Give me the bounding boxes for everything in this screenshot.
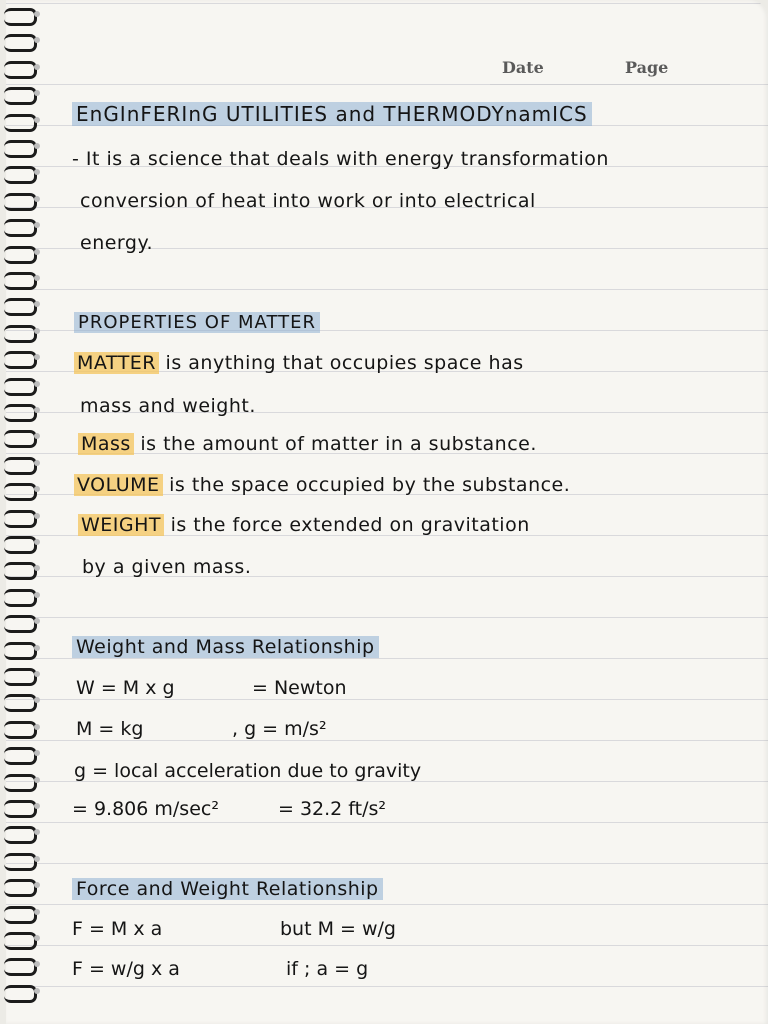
definition-text: is the amount of matter in a substance. xyxy=(140,433,537,455)
definition-text: by a given mass. xyxy=(82,556,252,578)
definition-text: is anything that occupies space has xyxy=(165,352,524,374)
equation-right: , g = m/s² xyxy=(232,718,327,740)
equation-left: M = kg xyxy=(76,718,144,740)
spiral-coil xyxy=(4,378,38,392)
definition-term: Mass xyxy=(78,433,134,455)
page-label: Page xyxy=(625,58,669,77)
spiral-coil xyxy=(4,536,38,550)
spiral-coil xyxy=(4,853,38,867)
spiral-coil xyxy=(4,430,38,444)
equation-right: but M = w/g xyxy=(280,918,396,940)
spiral-coil xyxy=(4,906,38,920)
spiral-coil xyxy=(4,193,38,207)
intro-line: - It is a science that deals with energy transformation xyxy=(72,148,609,170)
spiral-coil xyxy=(4,615,38,629)
spiral-coil xyxy=(4,87,38,101)
force-weight-heading xyxy=(72,878,383,900)
page-title xyxy=(72,102,592,126)
weight-mass-heading xyxy=(72,636,379,658)
spiral-coil xyxy=(4,668,38,682)
intro-line: energy. xyxy=(80,232,154,254)
equation-right: = 32.2 ft/s² xyxy=(278,798,387,820)
definition-line xyxy=(80,395,256,417)
spiral-coil xyxy=(4,958,38,972)
matter-heading-text: PROPERTIES OF MATTER xyxy=(74,312,320,333)
spiral-coil xyxy=(4,325,38,339)
spiral-coil xyxy=(4,562,38,576)
intro-line: conversion of heat into work or into electrical xyxy=(80,190,536,212)
matter-heading xyxy=(74,312,320,333)
spiral-coil xyxy=(4,694,38,708)
weight-mass-heading-text: Weight and Mass Relationship xyxy=(72,636,379,658)
definition-term: WEIGHT xyxy=(78,514,164,536)
spiral-coil xyxy=(4,510,38,524)
spiral-binding xyxy=(0,8,44,1018)
spiral-coil xyxy=(4,879,38,893)
spiral-coil xyxy=(4,61,38,75)
spiral-coil xyxy=(4,457,38,471)
spiral-coil xyxy=(4,800,38,814)
equation-right: if ; a = g xyxy=(286,958,369,980)
spiral-coil xyxy=(4,140,38,154)
spiral-coil xyxy=(4,826,38,840)
equation-left: F = w/g x a xyxy=(72,958,180,980)
spiral-coil xyxy=(4,8,38,22)
spiral-coil xyxy=(4,166,38,180)
title-text: EnGInFERInG UTILITIES and THERMODYnamICS xyxy=(72,102,592,126)
spiral-coil xyxy=(4,774,38,788)
spiral-coil xyxy=(4,219,38,233)
spiral-coil xyxy=(4,483,38,497)
equation-left: W = M x g xyxy=(76,677,175,699)
definition-line xyxy=(82,556,251,578)
equation-left: = 9.806 m/sec² xyxy=(72,798,219,820)
equation-right: = Newton xyxy=(252,677,347,699)
definition-line xyxy=(78,514,530,536)
definition-line xyxy=(78,433,537,455)
definition-line xyxy=(74,474,570,496)
definition-text: mass and weight. xyxy=(80,395,256,417)
definition-term: MATTER xyxy=(74,352,159,374)
spiral-coil xyxy=(4,114,38,128)
equation-left: F = M x a xyxy=(72,918,163,940)
definition-line xyxy=(74,352,524,374)
spiral-coil xyxy=(4,721,38,735)
spiral-coil xyxy=(4,747,38,761)
definition-term: VOLUME xyxy=(74,474,163,496)
spiral-coil xyxy=(4,985,38,999)
spiral-coil xyxy=(4,932,38,946)
definition-text: is the space occupied by the substance. xyxy=(169,474,571,496)
spiral-coil xyxy=(4,351,38,365)
spiral-coil xyxy=(4,246,38,260)
spiral-coil xyxy=(4,298,38,312)
spiral-coil xyxy=(4,34,38,48)
date-label: Date xyxy=(502,58,544,77)
spiral-coil xyxy=(4,404,38,418)
definition-text: is the force extended on gravitation xyxy=(170,514,530,536)
force-weight-heading-text: Force and Weight Relationship xyxy=(72,878,383,900)
equation-left: g = local acceleration due to gravity xyxy=(74,760,422,782)
spiral-coil xyxy=(4,642,38,656)
spiral-coil xyxy=(4,272,38,286)
header-rule xyxy=(490,84,730,85)
spiral-coil xyxy=(4,589,38,603)
